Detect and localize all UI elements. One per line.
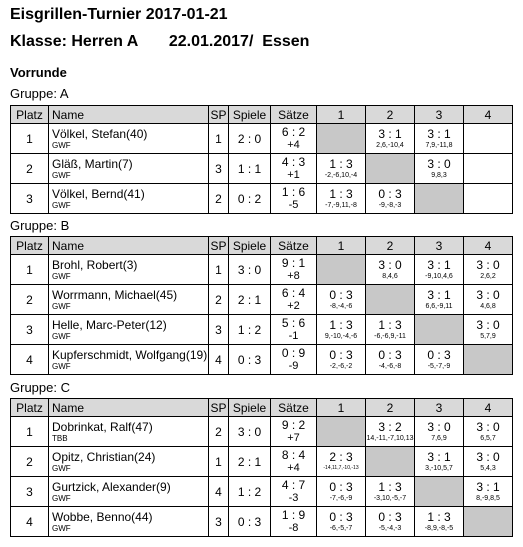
spiele-cell: 0 : 3 [229, 507, 271, 537]
sp-cell: 3 [209, 154, 229, 184]
match-sets: -14,11,7,-10,-13 [323, 464, 359, 471]
match-score: 3 : 0 [476, 419, 500, 434]
player-cell [49, 417, 209, 447]
self-match-cell [464, 345, 513, 375]
match-score: 3 : 0 [476, 257, 500, 272]
page-subtitle: Klasse: Herren A 22.01.2017/ Essen [10, 33, 310, 50]
table-row [11, 345, 513, 375]
match-score: 0 : 3 [378, 509, 402, 524]
match-cell [366, 417, 415, 447]
header-cell: 1 [317, 106, 366, 124]
match-cell [317, 285, 366, 315]
match-cell [366, 315, 415, 345]
saetze-diff: -8 [288, 521, 299, 534]
self-match-cell [415, 315, 464, 345]
spiele-cell: 0 : 3 [229, 345, 271, 375]
match-cell [317, 154, 366, 184]
match-score: 3 : 0 [476, 317, 500, 332]
match-cell [415, 154, 464, 184]
saetze-value: 4 : 7 [281, 477, 306, 492]
sp-cell: 1 [209, 124, 229, 154]
saetze-cell [271, 507, 317, 537]
platz-cell: 2 [11, 154, 49, 184]
player-club: GWF [52, 271, 71, 281]
group-table [10, 236, 513, 375]
header-cell: Sätze [271, 237, 317, 255]
self-match-cell [317, 124, 366, 154]
player-name: Brohl, Robert(3) [52, 257, 138, 272]
spiele-cell: 0 : 2 [229, 184, 271, 214]
match-score: 0 : 3 [378, 347, 402, 362]
player-cell [49, 507, 209, 537]
platz-cell: 4 [11, 345, 49, 375]
match-score: 3 : 0 [476, 287, 500, 302]
platz-cell: 2 [11, 285, 49, 315]
match-score: 2 : 3 [329, 449, 353, 464]
match-score: 3 : 0 [476, 449, 500, 464]
match-cell [317, 477, 366, 507]
player-cell [49, 345, 209, 375]
saetze-value: 5 : 6 [281, 315, 306, 330]
match-score: 1 : 3 [427, 509, 451, 524]
player-name: Helle, Marc-Peter(12) [52, 317, 167, 332]
player-cell [49, 184, 209, 214]
platz-cell: 1 [11, 124, 49, 154]
self-match-cell [317, 417, 366, 447]
saetze-cell [271, 315, 317, 345]
header-cell: 1 [317, 399, 366, 417]
saetze-value: 1 : 6 [281, 184, 306, 199]
sp-cell: 2 [209, 417, 229, 447]
header-cell: SP [210, 400, 227, 415]
match-cell [317, 507, 366, 537]
player-name: Gurtzick, Alexander(9) [52, 479, 171, 494]
match-sets: 6,5,7 [480, 434, 496, 442]
header-cell: 1 [317, 237, 366, 255]
match-sets: -8,-4,-6 [329, 302, 353, 310]
saetze-cell [271, 184, 317, 214]
sp-cell: 1 [209, 255, 229, 285]
saetze-cell [271, 255, 317, 285]
match-score: 3 : 0 [427, 419, 451, 434]
match-cell [366, 477, 415, 507]
match-score: 1 : 3 [329, 156, 353, 171]
match-score: 0 : 3 [329, 287, 353, 302]
match-score: 0 : 3 [329, 347, 353, 362]
table-row [11, 255, 513, 285]
match-cell [415, 285, 464, 315]
sp-cell: 2 [209, 184, 229, 214]
spiele-cell: 3 : 0 [229, 417, 271, 447]
match-sets: 9,8,3 [431, 171, 447, 179]
player-club: GWF [52, 140, 71, 150]
player-cell [49, 447, 209, 477]
match-cell [366, 124, 415, 154]
match-sets: -5,-4,-3 [378, 524, 402, 532]
player-cell [49, 477, 209, 507]
player-cell [49, 124, 209, 154]
player-club: GWF [52, 170, 71, 180]
match-sets: 8,4,6 [382, 272, 398, 280]
saetze-cell [271, 285, 317, 315]
match-sets: -2,-6,-2 [329, 362, 353, 370]
match-score: 1 : 3 [329, 186, 353, 201]
saetze-value: 9 : 1 [281, 255, 306, 270]
match-sets: 2,6,2 [480, 272, 496, 280]
table-header-row [11, 399, 513, 417]
header-cell: Name [49, 106, 209, 124]
group-label: Gruppe: C [10, 380, 70, 395]
header-cell: 2 [366, 106, 415, 124]
match-score: 3 : 0 [378, 257, 402, 272]
player-cell [49, 285, 209, 315]
match-cell [464, 154, 513, 184]
header-cell: Sätze [271, 106, 317, 124]
match-sets: -7,-9,11,-8 [325, 201, 357, 209]
match-score: 3 : 1 [427, 257, 451, 272]
platz-cell: 3 [11, 477, 49, 507]
match-sets: -5,-7,-9 [427, 362, 451, 370]
match-sets: -7,-6,-9 [329, 494, 353, 502]
match-cell [415, 255, 464, 285]
player-name: Wobbe, Benno(44) [52, 509, 153, 524]
header-cell: Platz [11, 106, 49, 124]
sp-cell: 4 [209, 477, 229, 507]
player-name: Opitz, Christian(24) [52, 449, 156, 464]
saetze-cell [271, 477, 317, 507]
match-sets: 8,-9,8,5 [476, 494, 500, 502]
table-header-row [11, 237, 513, 255]
self-match-cell [415, 184, 464, 214]
match-score: 3 : 1 [427, 287, 451, 302]
match-sets: -3,10,-5,-7 [373, 494, 407, 502]
match-cell [415, 345, 464, 375]
match-score: 1 : 3 [329, 317, 353, 332]
match-cell [464, 447, 513, 477]
match-score: 3 : 2 [378, 419, 402, 434]
match-cell [464, 184, 513, 214]
saetze-diff: -3 [288, 491, 299, 504]
player-club: GWF [52, 493, 71, 503]
saetze-diff: +8 [287, 269, 300, 282]
match-cell [317, 184, 366, 214]
match-score: 1 : 3 [378, 317, 402, 332]
header-cell: Spiele [229, 399, 271, 417]
saetze-diff: -5 [288, 198, 299, 211]
header-cell: Platz [11, 399, 49, 417]
platz-cell: 2 [11, 447, 49, 477]
sp-cell: 3 [209, 507, 229, 537]
saetze-diff: +4 [287, 138, 300, 151]
player-club: GWF [52, 361, 71, 371]
match-cell [464, 477, 513, 507]
player-name: Dobrinkat, Ralf(47) [52, 419, 153, 434]
player-club: GWF [52, 463, 71, 473]
platz-cell: 3 [11, 184, 49, 214]
match-cell [366, 345, 415, 375]
group-table [10, 398, 513, 537]
table-row [11, 477, 513, 507]
player-club: TBB [52, 433, 68, 443]
spiele-cell: 2 : 1 [229, 447, 271, 477]
match-sets: 7,9,-11,8 [425, 141, 453, 149]
saetze-cell [271, 417, 317, 447]
player-club: GWF [52, 200, 71, 210]
match-cell [464, 315, 513, 345]
match-sets: -4,-6,-8 [378, 362, 402, 370]
self-match-cell [366, 154, 415, 184]
match-cell [317, 447, 366, 477]
spiele-cell: 3 : 0 [229, 255, 271, 285]
match-score: 3 : 0 [427, 156, 451, 171]
platz-cell: 4 [11, 507, 49, 537]
platz-cell: 3 [11, 315, 49, 345]
table-row [11, 124, 513, 154]
self-match-cell [366, 285, 415, 315]
match-score: 3 : 1 [476, 479, 500, 494]
header-cell: 3 [415, 237, 464, 255]
match-sets: 5,7,9 [480, 332, 496, 340]
match-cell [366, 255, 415, 285]
saetze-diff: +4 [287, 461, 300, 474]
player-name: Worrmann, Michael(45) [52, 287, 178, 302]
player-cell [49, 255, 209, 285]
saetze-diff: +1 [287, 168, 300, 181]
header-cell: 4 [464, 237, 513, 255]
player-name: Völkel, Stefan(40) [52, 126, 148, 141]
saetze-cell [271, 345, 317, 375]
table-row [11, 447, 513, 477]
platz-cell: 1 [11, 417, 49, 447]
player-name: Gläß, Martin(7) [52, 156, 133, 171]
match-cell [415, 417, 464, 447]
match-cell [464, 255, 513, 285]
header-cell: 3 [415, 399, 464, 417]
match-cell [317, 315, 366, 345]
saetze-value: 9 : 2 [281, 417, 306, 432]
saetze-diff: -1 [288, 329, 299, 342]
saetze-cell [271, 154, 317, 184]
match-score: 3 : 1 [427, 449, 451, 464]
header-cell: Platz [11, 237, 49, 255]
match-score: 0 : 3 [427, 347, 451, 362]
group-label: Gruppe: A [10, 86, 69, 101]
header-cell: 4 [464, 106, 513, 124]
saetze-value: 6 : 4 [281, 285, 306, 300]
table-row [11, 507, 513, 537]
match-sets: 4,6,8 [480, 302, 496, 310]
spiele-cell: 1 : 1 [229, 154, 271, 184]
match-sets: 9,-10,-4,-6 [324, 332, 358, 340]
match-sets: -8,9,-8,-5 [424, 524, 454, 532]
table-row [11, 184, 513, 214]
saetze-cell [271, 447, 317, 477]
player-club: GWF [52, 523, 71, 533]
match-score: 3 : 1 [427, 126, 451, 141]
match-sets: 2,6,-10,4 [376, 141, 404, 149]
spiele-cell: 1 : 2 [229, 315, 271, 345]
match-sets: 14,-11,-7,10,13 [366, 434, 414, 442]
match-sets: 5,4,3 [480, 464, 496, 472]
round-label: Vorrunde [10, 65, 67, 80]
match-sets: -2,-6,10,-4 [324, 171, 358, 179]
player-name: Kupferschmidt, Wolfgang(19) [52, 347, 208, 362]
header-cell: 2 [366, 237, 415, 255]
match-cell [415, 447, 464, 477]
spiele-cell: 1 : 2 [229, 477, 271, 507]
header-cell: Name [49, 399, 209, 417]
self-match-cell [317, 255, 366, 285]
saetze-value: 1 : 9 [281, 507, 306, 522]
header-cell: Spiele [229, 237, 271, 255]
player-club: GWF [52, 301, 71, 311]
saetze-diff: -9 [288, 359, 299, 372]
match-sets: 6,6,-9,11 [425, 302, 453, 310]
sp-cell: 2 [209, 285, 229, 315]
header-cell: 4 [464, 399, 513, 417]
self-match-cell [415, 477, 464, 507]
player-cell [49, 154, 209, 184]
match-cell [415, 507, 464, 537]
header-cell: Name [49, 237, 209, 255]
sp-cell: 3 [209, 315, 229, 345]
table-row [11, 285, 513, 315]
match-sets: 3,-10,5,7 [425, 464, 453, 472]
self-match-cell [464, 507, 513, 537]
group-table [10, 105, 513, 214]
spiele-cell: 2 : 0 [229, 124, 271, 154]
match-score: 0 : 3 [329, 509, 353, 524]
platz-cell: 1 [11, 255, 49, 285]
self-match-cell [366, 447, 415, 477]
match-sets: -9,10,4,6 [425, 272, 453, 280]
match-sets: -9,-8,-3 [378, 201, 402, 209]
table-row [11, 154, 513, 184]
spiele-cell: 2 : 1 [229, 285, 271, 315]
group-label: Gruppe: B [10, 218, 70, 233]
match-sets: 7,6,9 [431, 434, 447, 442]
header-cell: Sätze [271, 399, 317, 417]
player-cell [49, 315, 209, 345]
match-score: 3 : 1 [378, 126, 402, 141]
player-name: Völkel, Bernd(41) [52, 186, 145, 201]
match-score: 1 : 3 [378, 479, 402, 494]
table-row [11, 417, 513, 447]
match-cell [464, 124, 513, 154]
sp-cell: 4 [209, 345, 229, 375]
saetze-value: 0 : 9 [281, 345, 306, 360]
saetze-diff: +7 [287, 431, 300, 444]
match-score: 0 : 3 [378, 186, 402, 201]
table-header-row [11, 106, 513, 124]
match-cell [464, 417, 513, 447]
match-cell [366, 507, 415, 537]
header-cell: 2 [366, 399, 415, 417]
match-sets: -6,-5,-7 [329, 524, 353, 532]
header-cell: 3 [415, 106, 464, 124]
match-cell [464, 285, 513, 315]
match-score: 0 : 3 [329, 479, 353, 494]
saetze-value: 4 : 3 [281, 154, 306, 169]
sp-cell: 1 [209, 447, 229, 477]
header-cell: SP [210, 107, 227, 122]
header-cell: SP [210, 238, 227, 253]
saetze-value: 8 : 4 [281, 447, 306, 462]
match-sets: -6,-6,9,-11 [374, 332, 406, 340]
saetze-diff: +2 [287, 299, 300, 312]
saetze-value: 6 : 2 [281, 124, 306, 139]
player-club: GWF [52, 331, 71, 341]
match-cell [317, 345, 366, 375]
header-cell: Spiele [229, 106, 271, 124]
match-cell [415, 124, 464, 154]
page-title: Eisgrillen-Turnier 2017-01-21 [10, 6, 228, 23]
saetze-cell [271, 124, 317, 154]
table-row [11, 315, 513, 345]
match-cell [366, 184, 415, 214]
